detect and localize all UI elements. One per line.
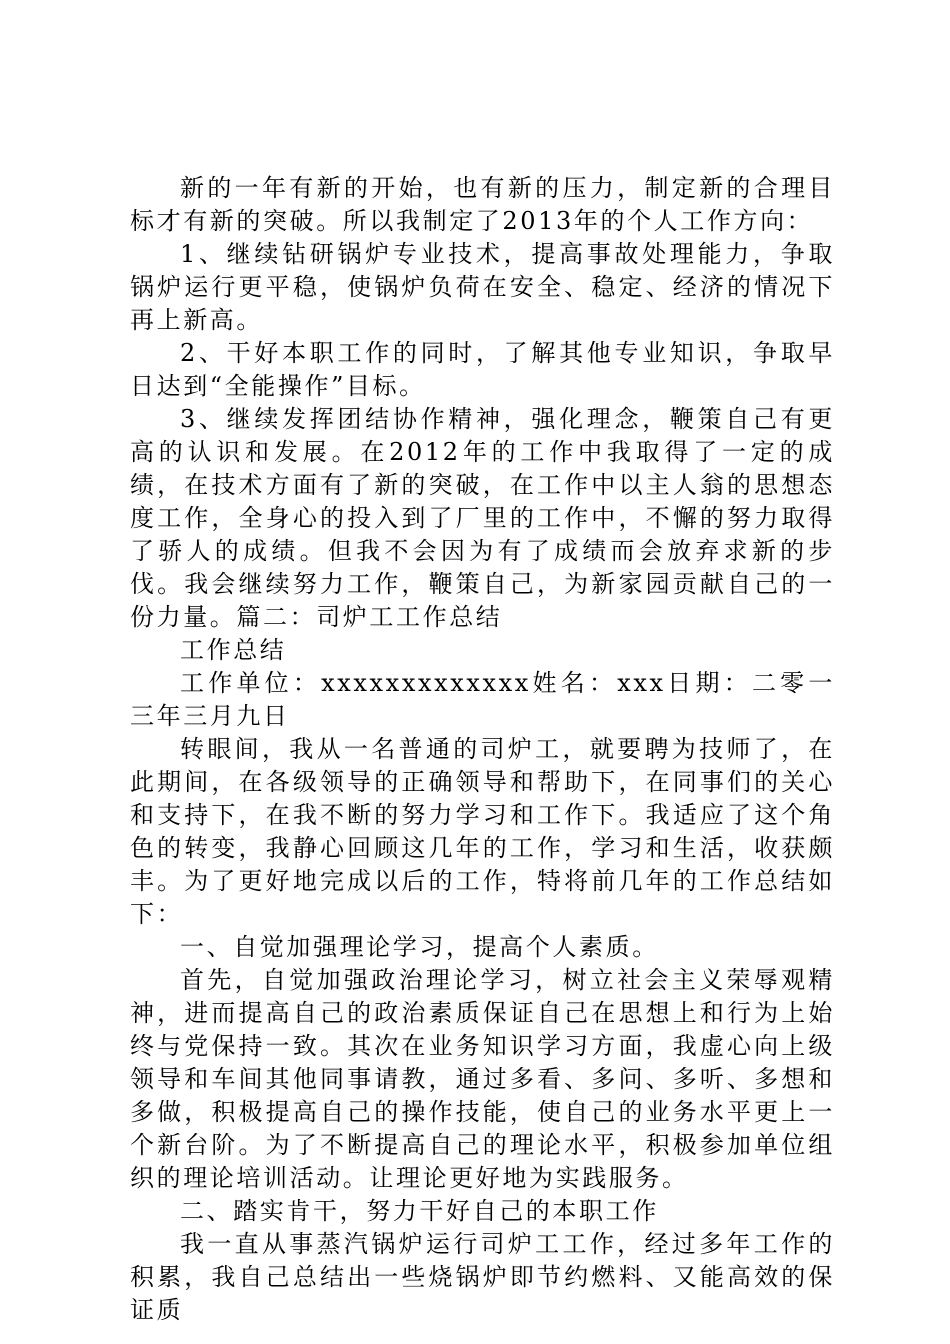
paragraph-section-2: 我一直从事蒸汽锅炉运行司炉工工作，经过多年工作的积累，我自己总结出一些烧锅炉即节约燃料、又能高效的保证质 [130,1230,835,1324]
paragraph-overview: 转眼间，我从一名普通的司炉工，就要聘为技师了，在此期间，在各级领导的正确领导和帮助下，在同事们的关心和支持下，在我不断的努力学习和工作下。我适应了这个角色的转变，我静心回顾这几年的工作，学习和生活，收获颇丰。为了更好地完成以后的工作，特将前几年的工作总结如下： [130,735,835,928]
paragraph-item-3: 3、继续发挥团结协作精神，强化理念，鞭策自己有更高的认识和发展。在2012年的工作中我取得了一定的成绩，在技术方面有了新的突破，在工作中以主人翁的思想态度工作，全身心的投入到了厂里的工作中，不懈的努力取得了骄人的成绩。但我不会因为有了成绩而会放弃求新的步伐。我会继续努力工作，鞭策自己，为新家园贡献自己的一份力量。篇二：司炉工工作总结 [130,405,835,631]
document-body [130,172,835,1327]
section-title: 工作总结 [180,636,287,664]
paragraph-section-1: 首先，自觉加强政治理论学习，树立社会主义荣辱观精神，进而提高自己的政治素质保证自己在思想上和行为上始终与党保持一致。其次在业务知识学习方面，我虚心向上级领导和车间其他同事请教，通过多看、多问、多听、多想和多做，积极提高自己的操作技能，使自己的业务水平更上一个新台阶。为了不断提高自己的理论水平，积极参加单位组织的理论培训活动。让理论更好地为实践服务。 [130,966,835,1192]
heading-section-2: 二、踏实肯干，努力干好自己的本职工作 [180,1197,659,1225]
paragraph-item-2: 2、干好本职工作的同时，了解其他专业知识，争取早日达到“全能操作”目标。 [130,339,835,400]
paragraph-item-1: 1、继续钻研锅炉专业技术，提高事故处理能力，争取锅炉运行更平稳，使锅炉负荷在安全、稳定、经济的情况下再上新高。 [130,240,835,334]
work-unit-line: 工作单位：xxxxxxxxxxxxx姓名：xxx日期：二零一三年三月九日 [130,669,835,730]
heading-section-1: 一、自觉加强理论学习，提高个人素质。 [180,933,659,961]
paragraph-intro: 新的一年有新的开始，也有新的压力，制定新的合理目标才有新的突破。所以我制定了2013年的个人工作方向： [130,174,835,235]
